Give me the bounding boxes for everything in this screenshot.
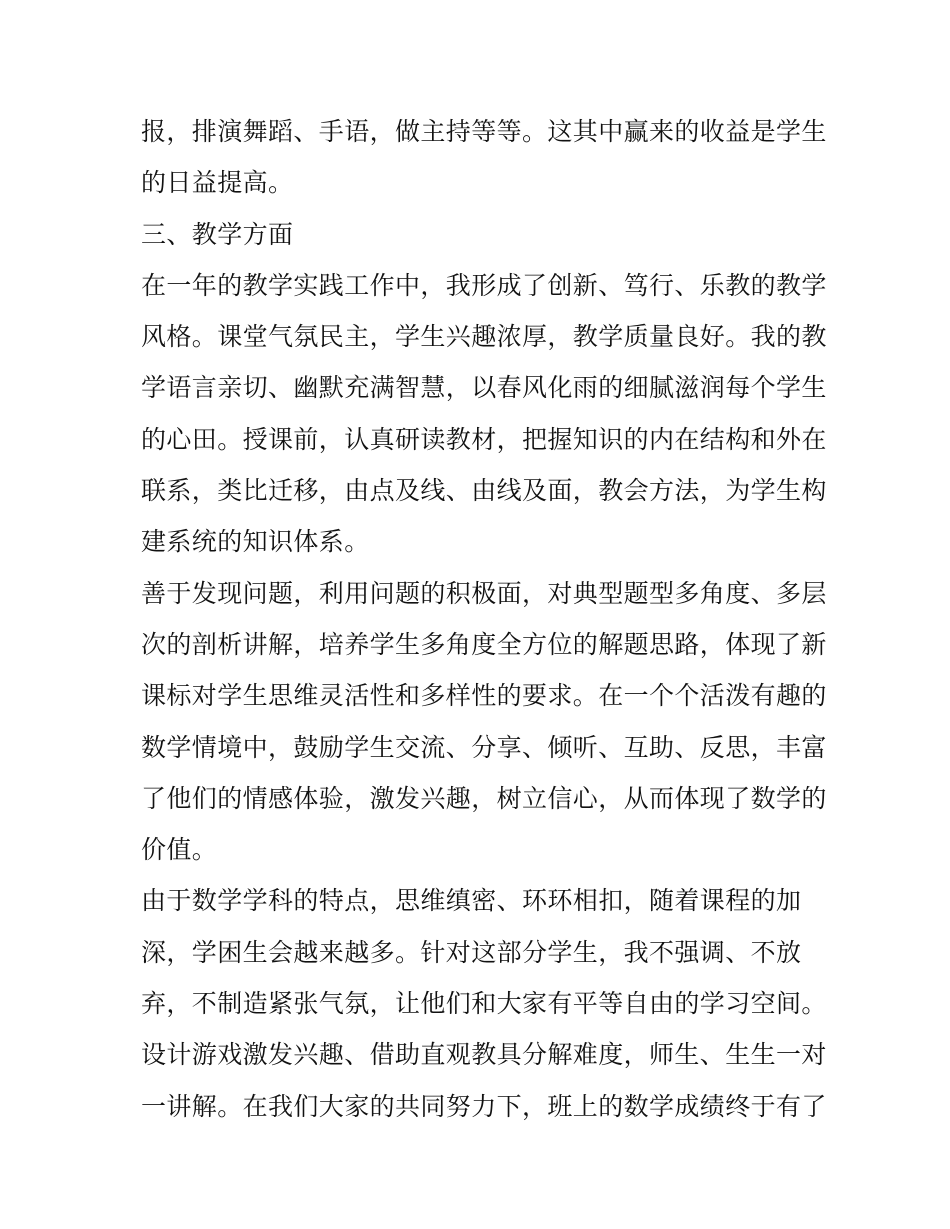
text-line: 次的剖析讲解，培养学生多角度全方位的解题思路，体现了新 bbox=[141, 629, 827, 659]
text-line: 弃，不制造紧张气氛，让他们和大家有平等自由的学习空间。 bbox=[141, 989, 827, 1019]
text-line: 的日益提高。 bbox=[141, 168, 294, 198]
text-line: 深，学困生会越来越多。针对这部分学生，我不强调、不放 bbox=[141, 937, 802, 967]
text-line: 课标对学生思维灵活性和多样性的要求。在一个个活泼有趣的 bbox=[141, 681, 827, 711]
text-line: 数学情境中，鼓励学生交流、分享、倾听、互助、反思，丰富 bbox=[141, 732, 827, 762]
text-line: 联系，类比迁移，由点及线、由线及面，教会方法，为学生构 bbox=[141, 476, 827, 506]
text-line: 学语言亲切、幽默充满智慧，以春风化雨的细腻滋润每个学生 bbox=[141, 373, 827, 403]
text-line: 设计游戏激发兴趣、借助直观教具分解难度，师生、生生一对 bbox=[141, 1040, 827, 1070]
text-line: 价值。 bbox=[141, 835, 218, 865]
text-line: 在一年的教学实践工作中，我形成了创新、笃行、乐教的教学 bbox=[141, 270, 827, 300]
text-line: 善于发现问题，利用问题的积极面，对典型题型多角度、多层 bbox=[141, 578, 827, 608]
text-line: 风格。课堂气氛民主，学生兴趣浓厚，教学质量良好。我的教 bbox=[141, 322, 827, 352]
text-line: 了他们的情感体验，激发兴趣，树立信心，从而体现了数学的 bbox=[141, 783, 827, 813]
document-page bbox=[141, 106, 827, 1132]
text-line: 的心田。授课前，认真研读教材，把握知识的内在结构和外在 bbox=[141, 424, 827, 454]
section-heading: 三、教学方面 bbox=[141, 219, 294, 249]
text-line: 一讲解。在我们大家的共同努力下，班上的数学成绩终于有了 bbox=[141, 1091, 827, 1121]
text-line: 建系统的知识体系。 bbox=[141, 527, 370, 557]
text-line: 由于数学学科的特点，思维缜密、环环相扣，随着课程的加 bbox=[141, 886, 802, 916]
text-line: 报，排演舞蹈、手语，做主持等等。这其中赢来的收益是学生 bbox=[141, 117, 827, 146]
